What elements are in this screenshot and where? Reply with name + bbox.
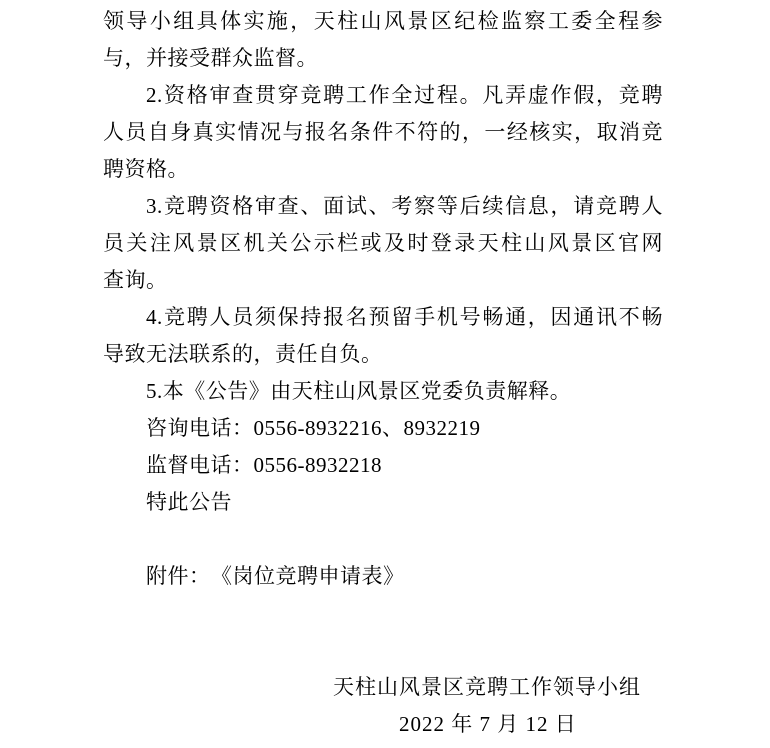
date-line: 2022 年 7 月 12 日 bbox=[399, 712, 577, 736]
body-text-line: 人员自身真实情况与报名条件不符的，一经核实，取消竞 bbox=[103, 120, 663, 144]
body-text-line-item-5: 5.本《公告》由天柱山风景区党委负责解释。 bbox=[146, 379, 572, 403]
blank-line bbox=[103, 595, 663, 632]
body-text-line: 员关注风景区机关公示栏或及时登录天柱山风景区官网 bbox=[103, 231, 663, 255]
supervise-phone-line: 监督电话：0556-8932218 bbox=[146, 453, 382, 477]
body-text-line: 聘资格。 bbox=[103, 157, 189, 181]
consult-phone-line: 咨询电话：0556-8932216、8932219 bbox=[146, 416, 481, 440]
body-text-line: 导致无法联系的，责任自负。 bbox=[103, 342, 383, 366]
body-text-line-item-2: 2.资格审查贯穿竞聘工作全过程。凡弄虚作假，竞聘 bbox=[146, 83, 663, 107]
body-text-line-item-4: 4.竞聘人员须保持报名预留手机号畅通，因通讯不畅 bbox=[146, 305, 663, 329]
signature-line: 天柱山风景区竞聘工作领导小组 bbox=[333, 675, 641, 699]
body-text-line: 与，并接受群众监督。 bbox=[103, 46, 318, 70]
body-text-line-item-3: 3.竞聘资格审查、面试、考察等后续信息，请竞聘人 bbox=[146, 194, 663, 218]
closing-announce-line: 特此公告 bbox=[146, 490, 232, 514]
blank-line bbox=[103, 632, 663, 669]
body-text-line: 查询。 bbox=[103, 268, 168, 292]
blank-line bbox=[103, 521, 663, 558]
attachment-line: 附件： 《岗位竞聘申请表》 bbox=[146, 564, 405, 588]
body-text-line: 领导小组具体实施，天柱山风景区纪检监察工委全程参 bbox=[103, 9, 663, 33]
